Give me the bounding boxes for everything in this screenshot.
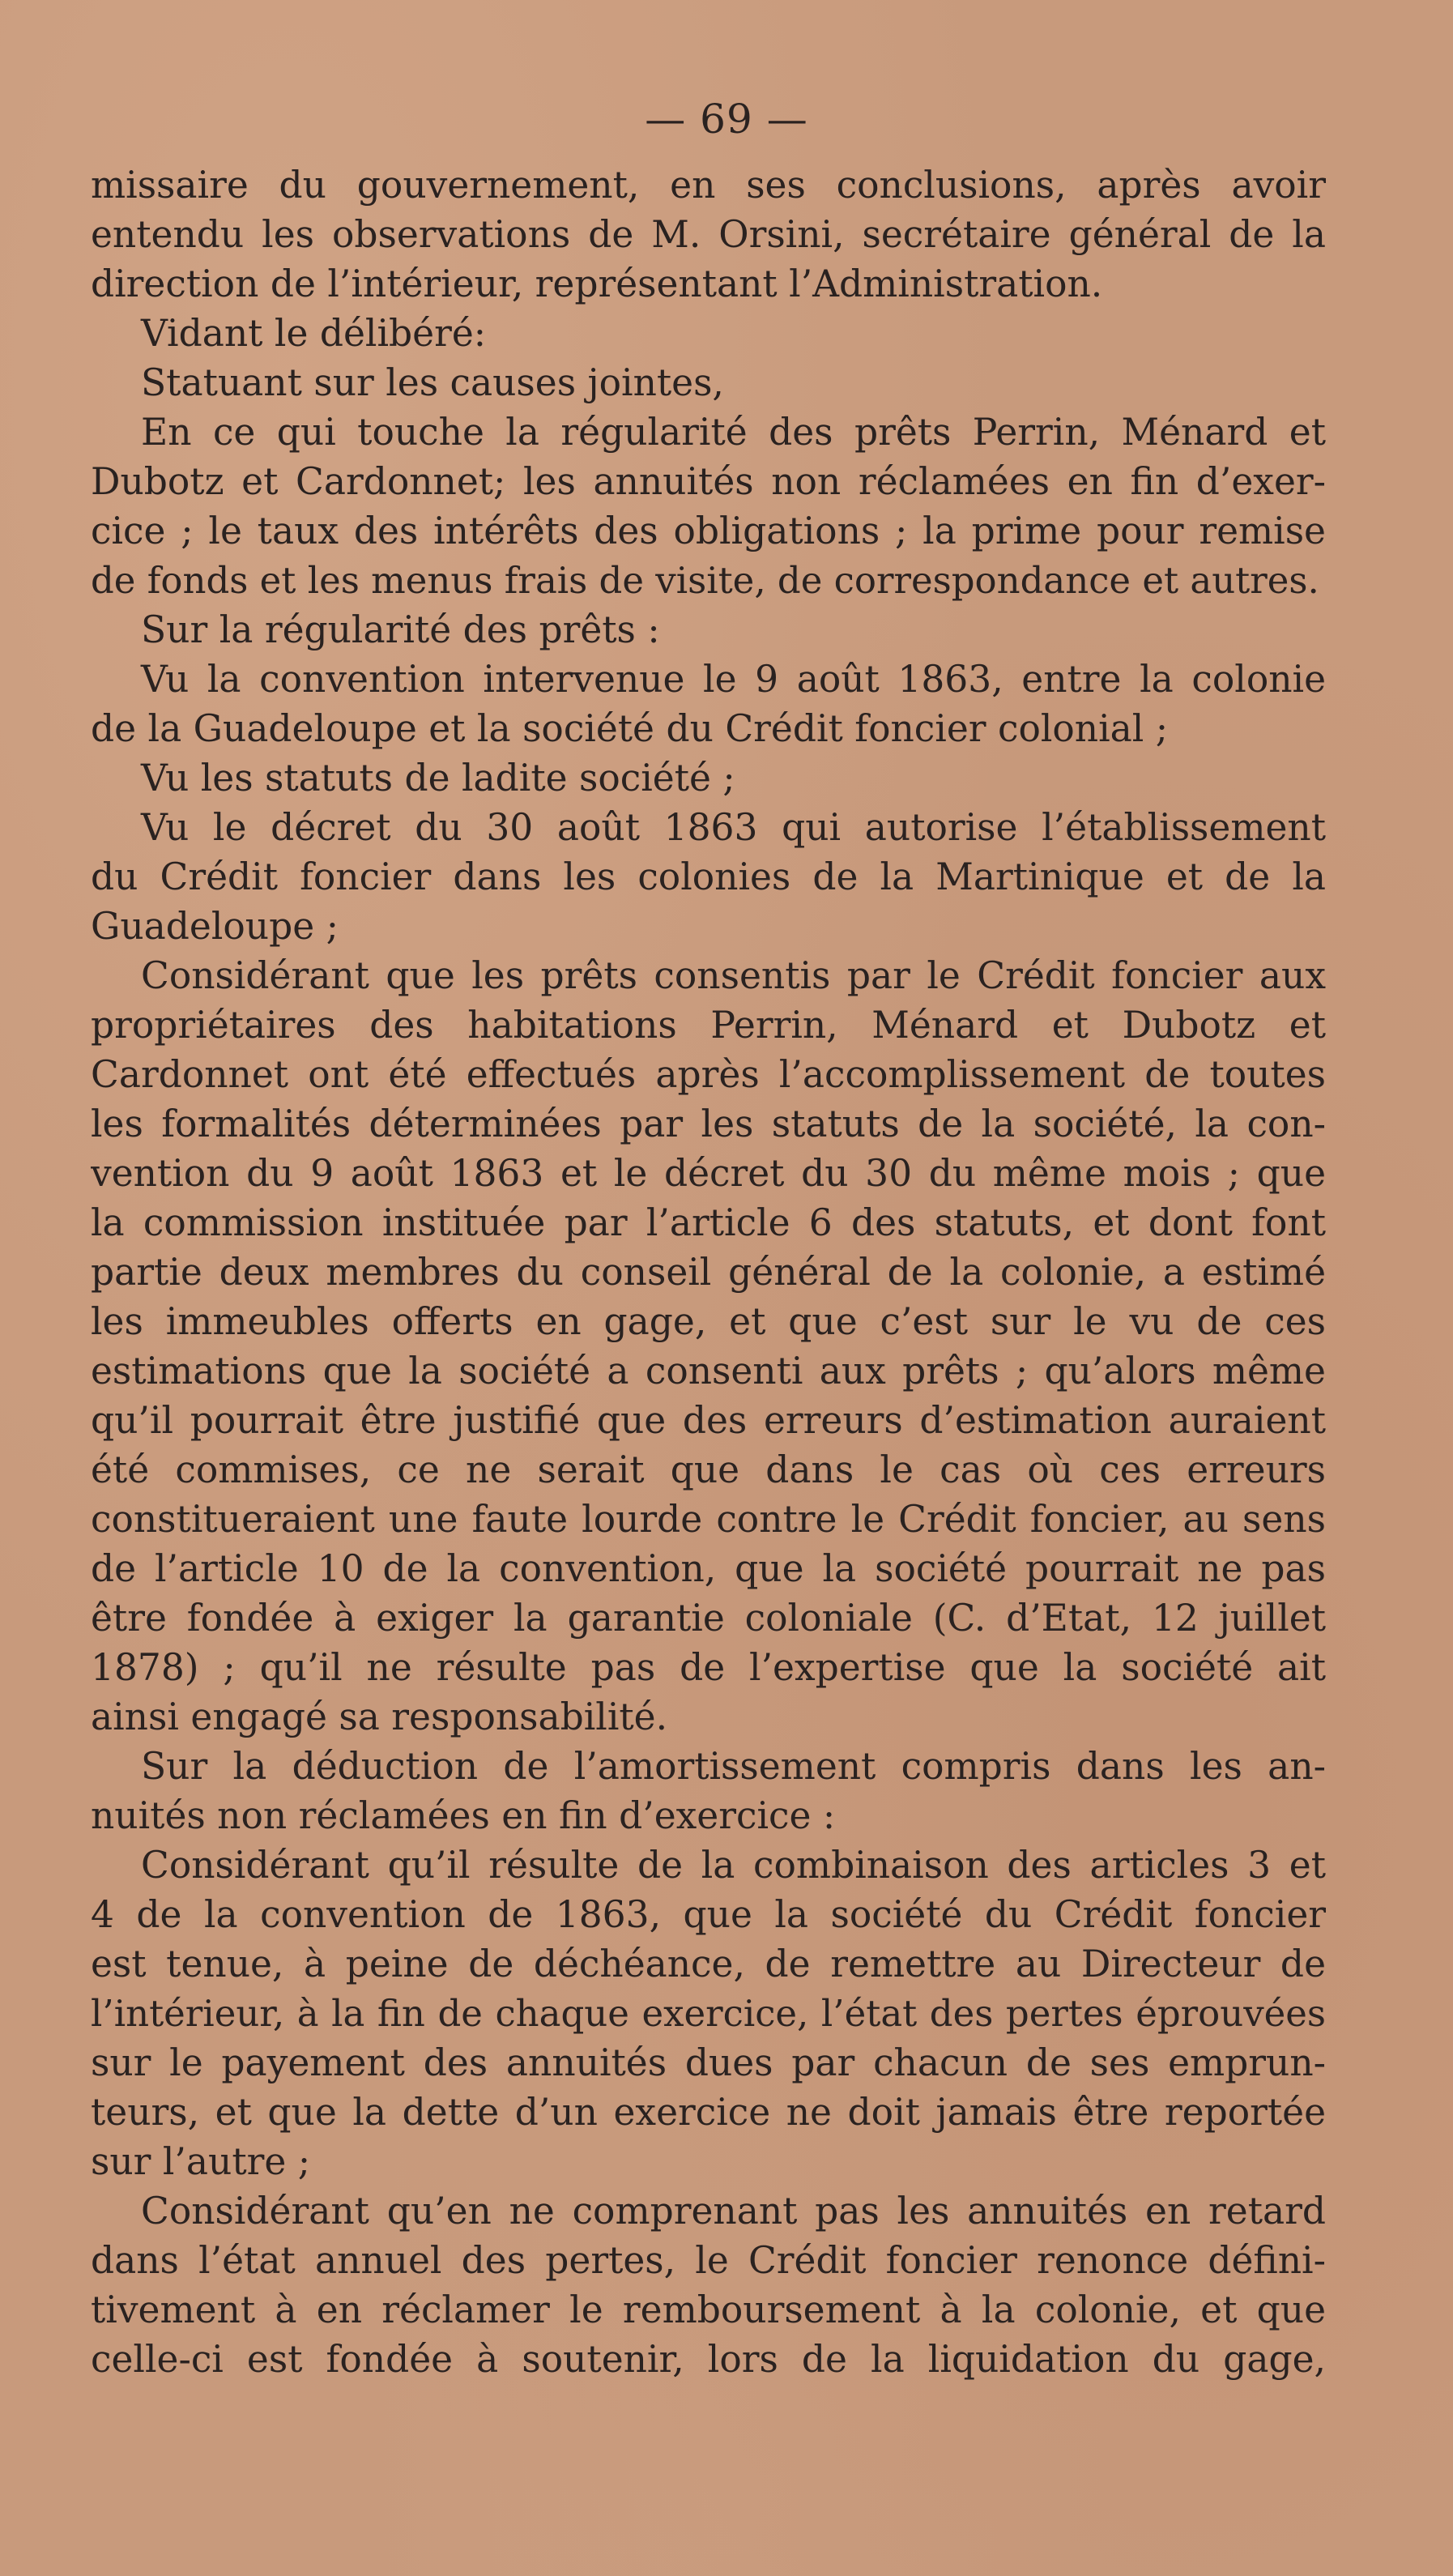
text-line: Vu les statuts de ladite société ;	[141, 757, 735, 800]
text-line: propriétaires des habitations Perrin, Ménard et Dubotz et	[91, 1004, 1326, 1047]
text-line: Vu la convention intervenue le 9 août 1863, entre la colonie	[141, 658, 1326, 701]
text-line: Cardonnet ont été effectués après l’accomplissement de toutes	[91, 1053, 1326, 1096]
page-number: — 69 —	[645, 96, 808, 143]
text-line: sur l’autre ;	[91, 2140, 311, 2183]
text-line: tivement à en réclamer le remboursement à la colonie, et que	[91, 2288, 1326, 2331]
text-line: vention du 9 août 1863 et le décret du 30 du même mois ; que	[91, 1152, 1326, 1195]
text-line: estimations que la société a consenti aux prêts ; qu’alors même	[91, 1350, 1326, 1392]
text-line: du Crédit foncier dans les colonies de la Martinique et de la	[91, 855, 1326, 898]
text-line: 4 de la convention de 1863, que la société du Crédit foncier	[91, 1893, 1326, 1936]
text-line: dans l’état annuel des pertes, le Crédit foncier renonce défini-	[91, 2239, 1326, 2282]
text-line: nuités non réclamées en fin d’exercice :	[91, 1794, 836, 1837]
text-line: sur le payement des annuités dues par chacun de ses emprun-	[91, 2041, 1326, 2084]
text-line: de la Guadeloupe et la société du Crédit foncier colonial ;	[91, 707, 1169, 750]
text-line: Considérant que les prêts consentis par le Crédit foncier aux	[141, 954, 1326, 997]
text-line: Sur la régularité des prêts :	[141, 608, 660, 651]
text-line: est tenue, à peine de déchéance, de remettre au Directeur de	[91, 1943, 1326, 1985]
body-text	[91, 160, 1326, 2384]
text-line: Vu le décret du 30 août 1863 qui autorise l’établissement	[141, 806, 1326, 849]
text-line: Considérant qu’en ne comprenant pas les annuités en retard	[141, 2190, 1326, 2233]
text-line: qu’il pourrait être justifié que des erreurs d’estimation auraient	[91, 1399, 1326, 1442]
text-line: les formalités déterminées par les statuts de la société, la con-	[91, 1102, 1326, 1145]
text-line: de l’article 10 de la convention, que la société pourrait ne pas	[91, 1547, 1326, 1590]
text-line: ainsi engagé sa responsabilité.	[91, 1695, 668, 1738]
text-line: entendu les observations de M. Orsini, secrétaire général de la	[91, 213, 1326, 256]
text-line: Dubotz et Cardonnet; les annuités non réclamées en fin d’exer-	[91, 460, 1326, 503]
text-line: missaire du gouvernement, en ses conclusions, après avoir	[91, 164, 1326, 207]
text-line: les immeubles offerts en gage, et que c’est sur le vu de ces	[91, 1300, 1326, 1343]
text-line: Guadeloupe ;	[91, 905, 339, 948]
text-line: constitueraient une faute lourde contre le Crédit foncier, au sens	[91, 1498, 1326, 1541]
text-line: être fondée à exiger la garantie coloniale (C. d’Etat, 12 juillet	[91, 1597, 1326, 1640]
text-line: direction de l’intérieur, représentant l’Administration.	[91, 262, 1103, 305]
text-line: celle-ci est fondée à soutenir, lors de la liquidation du gage,	[91, 2338, 1326, 2381]
text-line: Considérant qu’il résulte de la combinaison des articles 3 et	[141, 1844, 1326, 1887]
text-line: En ce qui touche la régularité des prêts Perrin, Ménard et	[141, 411, 1326, 454]
text-line: 1878) ; qu’il ne résulte pas de l’expertise que la société ait	[91, 1646, 1326, 1689]
text-line: Vidant le délibéré:	[141, 312, 487, 355]
text-line: teurs, et que la dette d’un exercice ne doit jamais être reportée	[91, 2091, 1326, 2134]
text-line: l’intérieur, à la fin de chaque exercice, l’état des pertes éprouvées	[91, 1992, 1326, 2035]
text-line: la commission instituée par l’article 6 des statuts, et dont font	[91, 1201, 1326, 1244]
text-line: Sur la déduction de l’amortissement compris dans les an-	[141, 1745, 1326, 1788]
text-line: Statuant sur les causes jointes,	[141, 361, 724, 404]
text-line: de fonds et les menus frais de visite, de correspondance et autres.	[91, 559, 1319, 602]
text-line: été commises, ce ne serait que dans le cas où ces erreurs	[91, 1448, 1326, 1491]
text-line: partie deux membres du conseil général de la colonie, a estimé	[91, 1251, 1326, 1294]
text-line: cice ; le taux des intérêts des obligations ; la prime pour remise	[91, 510, 1326, 552]
